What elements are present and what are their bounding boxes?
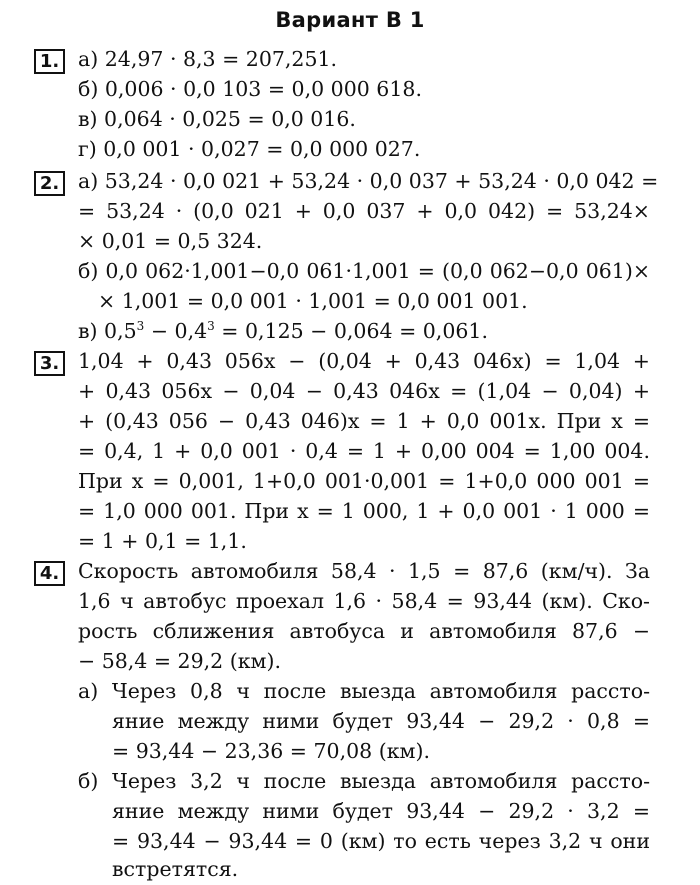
task-2-line-a3: × 0,01 = 0,5 324.	[78, 229, 263, 253]
task-3-line-5: При x = 0,001, 1+0,0 001·0,001 = 1+0,0 000 001 =	[78, 469, 650, 493]
task-2-line-a1: а) 53,24 · 0,0 021 + 53,24 · 0,0 037 + 53,24 · 0,0 042 =	[78, 169, 659, 193]
task-2-v-exponent-2: 3	[207, 319, 215, 333]
task-1-line-a: а) 24,97 · 8,3 = 207,251.	[78, 47, 338, 71]
task-4-line-2: 1,6 ч автобус проехал 1,6 · 58,4 = 93,44 (км). Ско-	[78, 589, 650, 613]
task-2-number: 2.	[34, 171, 65, 196]
task-1-number: 1.	[34, 49, 65, 74]
task-4-part-a-line-3: = 93,44 − 23,36 = 70,08 (км).	[112, 739, 430, 763]
task-2-line-v	[78, 316, 488, 346]
task-2-v-prefix: в) 0,5	[78, 319, 137, 343]
task-3-line-3: + (0,43 056 − 0,43 046)x = 1 + 0,0 001x. При x =	[78, 409, 650, 433]
task-2-line-a2: = 53,24 · (0,0 021 + 0,0 037 + 0,0 042) = 53,24×	[78, 199, 650, 223]
task-3-line-7: = 1 + 0,1 = 1,1.	[78, 529, 247, 553]
task-4-line-4: − 58,4 = 29,2 (км).	[78, 649, 281, 673]
task-3-line-2: + 0,43 056x − 0,04 − 0,43 046x = (1,04 − 0,04) +	[78, 379, 650, 403]
task-2-v-mid: − 0,4	[144, 319, 208, 343]
task-3-line-1: 1,04 + 0,43 056x − (0,04 + 0,43 046x) = 1,04 +	[78, 349, 650, 373]
task-2-line-b1: б) 0,0 062·1,001−0,0 061·1,001 = (0,0 062−0,0 061)×	[78, 259, 650, 283]
task-4-part-a-line-2: яние между ними будет 93,44 − 29,2 · 0,8 =	[112, 709, 650, 733]
task-2-v-exponent-1: 3	[136, 319, 145, 333]
task-4-line-3: рость сближения автобуса и автомобиля 87,6 −	[78, 619, 650, 643]
task-4-part-b-line-3: = 93,44 − 93,44 = 0 (км) то есть через 3,2 ч они	[112, 829, 650, 853]
page-title: Вариант В 1	[275, 8, 425, 32]
task-4-part-b-line-2: яние между ними будет 93,44 − 29,2 · 3,2 =	[112, 799, 650, 823]
task-4-part-b-line-1: б) Через 3,2 ч после выезда автомобиля рассто-	[78, 769, 650, 793]
task-1-line-b: б) 0,006 · 0,0 103 = 0,0 000 618.	[78, 77, 422, 101]
task-4-part-b-line-4: встретятся.	[112, 857, 239, 881]
task-4-number: 4.	[34, 561, 65, 586]
task-3-line-6: = 1,0 000 001. При x = 1 000, 1 + 0,0 001 · 1 000 =	[78, 499, 650, 523]
task-2-line-b2: × 1,001 = 0,0 001 · 1,001 = 0,0 001 001.	[98, 289, 528, 313]
task-1-line-v: в) 0,064 · 0,025 = 0,0 016.	[78, 107, 356, 131]
task-3-line-4: = 0,4, 1 + 0,0 001 · 0,4 = 1 + 0,00 004 = 1,00 004.	[78, 439, 650, 463]
task-4-part-a-line-1: а) Через 0,8 ч после выезда автомобиля рассто-	[78, 679, 650, 703]
task-1-line-g: г) 0,0 001 · 0,027 = 0,0 000 027.	[78, 137, 421, 161]
task-2-v-suffix: = 0,125 − 0,064 = 0,061.	[214, 319, 488, 343]
task-4-line-1: Скорость автомобиля 58,4 · 1,5 = 87,6 (км/ч). За	[78, 559, 650, 583]
task-3-number: 3.	[34, 351, 65, 376]
